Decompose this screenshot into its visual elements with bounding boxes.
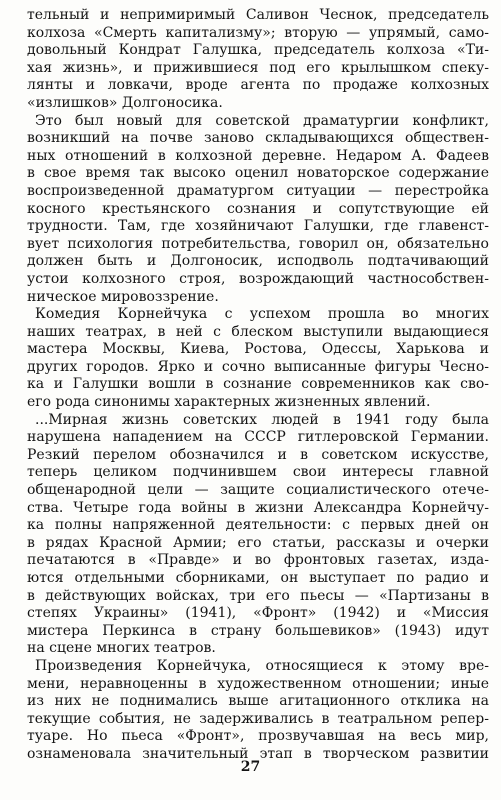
text-line: ознаменовала значительный этап в творческом развитии: [27, 745, 489, 762]
text-line: косного крестьянского сознания и сопутствующие ей: [27, 200, 489, 217]
text-line: лянты и ловкачи, вроде агента по продаже колхозных: [27, 77, 489, 94]
text-line: других городов. Ярко и сочно выписанные фигуры Чесно-: [27, 358, 489, 375]
text-line: возникший на почве заново складывающихся обществен-: [27, 130, 489, 147]
text-line: Произведения Корнейчука, относящиеся к этому вре-: [35, 657, 489, 674]
text-line: ка полны напряженной деятельности: с первых дней он: [27, 517, 489, 534]
text-line: ническое мировоззрение.: [27, 288, 219, 305]
text-line: устои колхозного строя, возрождающий частнособствен-: [27, 270, 489, 287]
text-line: на сцене многих театров.: [27, 640, 216, 657]
text-line: колхоза «Смерть капитализму»; вторую — упрямый, само-: [27, 24, 489, 41]
text-line: в рядах Красной Армии; его статьи, рассказы и очерки: [27, 534, 489, 551]
text-line: ...Мирная жизнь советских людей в 1941 году была: [35, 411, 489, 428]
text-line: Это был новый для советской драматургии конфликт,: [35, 112, 489, 129]
page-number: 27: [240, 759, 261, 775]
text-line: ных отношений в колхозной деревне. Недаром А. Фадеев: [27, 147, 489, 164]
text-line: общенародной цели — защите социалистического отече-: [27, 482, 489, 499]
text-line: наших театрах, в ней с блеском выступили выдающиеся: [27, 323, 489, 340]
text-line: трудности. Там, где хозяйничают Галушки, где главенст-: [27, 218, 489, 235]
text-line: Комедия Корнейчука с успехом прошла во многих: [35, 306, 489, 323]
text-line: в свое время так высоко оценил новаторское содержание: [27, 165, 489, 182]
text-line: «излишков» Долгоносика.: [27, 94, 223, 111]
text-line: мастера Москвы, Киева, Ростова, Одессы, Харькова и: [27, 341, 489, 358]
text-line: довольный Кондрат Галушка, председатель колхоза «Ти-: [27, 42, 489, 59]
text-line: ются отдельными сборниками, он выступает по радио и: [27, 570, 489, 586]
text-line: его рода синонимы характерных жизненных явлений.: [27, 394, 431, 411]
text-line: Резкий перелом обозначился и в советском искусстве,: [27, 446, 489, 463]
text-line: вует психология потребительства, говорил он, обязательно: [27, 235, 489, 252]
body-text: [27, 7, 489, 764]
text-line: из них не поднимались выше агитационного отклика на: [27, 693, 489, 710]
text-line: воспроизведенной драматургом ситуации — перестройка: [27, 182, 489, 199]
text-line: должен быть и Долгоносик, исподволь подтачивающий: [27, 253, 489, 270]
text-line: мени, неравноценны в художественном отношении; иные: [27, 675, 489, 692]
text-line: мистера Перкинса в страну большевиков» (1943) идут: [27, 622, 489, 639]
text-line: печатаются в «Правде» и во фронтовых газетах, изда-: [27, 552, 489, 569]
text-line: степях Украины» (1941), «Фронт» (1942) и «Миссия: [27, 605, 489, 622]
text-line: ка и Галушки вошли в сознание современников как сво-: [27, 376, 489, 393]
text-line: ства. Четыре года войны в жизни Александра Корнейчу-: [27, 499, 489, 516]
text-line: тельный и непримиримый Саливон Чеснок, председатель: [27, 7, 489, 23]
text-line: теперь целиком подчинившем свои интересы главной: [27, 464, 489, 481]
text-line: в действующих войсках, три его пьесы — «Партизаны в: [27, 587, 489, 604]
text-line: текущие события, не задерживались в театральном репер-: [27, 710, 489, 727]
text-line: нарушена нападением на СССР гитлеровской Германии.: [27, 429, 489, 446]
text-line: туаре. Но пьеса «Фронт», прозвучавшая на весь мир,: [27, 728, 489, 745]
text-line: хая жизнь», и прижившиеся под его крылышком спеку-: [27, 59, 489, 76]
